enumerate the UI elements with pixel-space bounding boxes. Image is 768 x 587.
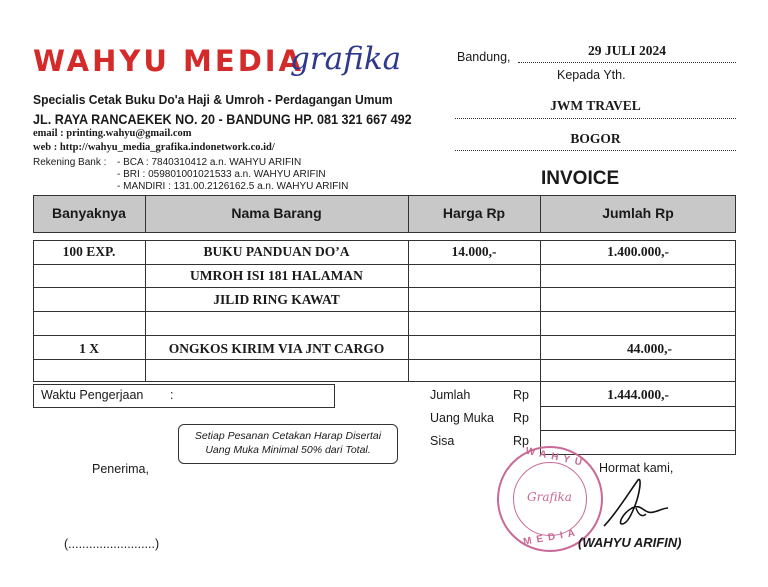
company-web: web : http://wahyu_media_grafika.indonetwork.co.id/	[33, 142, 275, 153]
company-email: email : printing.wahyu@gmail.com	[33, 128, 192, 139]
bank-line: - BRI : 059801001021533 a.n. WAHYU ARIFIN	[117, 169, 326, 180]
table-cell-qty: 100 EXP.	[62, 244, 116, 259]
bank-line: - MANDIRI : 131.00.2126162.5 a.n. WAHYU ARIFIN	[117, 181, 349, 192]
table-cell-qty: 1 X	[79, 341, 99, 356]
recipient-city: BOGOR	[570, 131, 621, 146]
payment-note-line: Uang Muka Minimal 50% dari Total.	[205, 444, 371, 456]
penerima-label: Penerima,	[92, 462, 149, 476]
table-cell-item: BUKU PANDUAN DO’A	[203, 244, 350, 259]
payment-note	[178, 424, 398, 464]
date-line	[518, 62, 736, 63]
stamp-bottom-text: MEDIA	[522, 527, 581, 548]
stamp-center-text: Grafika	[527, 490, 572, 504]
table-cell-total: 1.400.000,-	[607, 244, 669, 259]
signature-scribble	[592, 474, 682, 534]
payment-note-line: Setiap Pesanan Cetakan Harap Disertai	[194, 430, 382, 442]
table-cell-total: 44.000,-	[627, 341, 672, 356]
signer-name: (WAHYU ARIFIN)	[578, 535, 682, 550]
uang-muka-label: Uang Muka	[430, 411, 494, 425]
penerima-signature-line: (.........................)	[64, 537, 160, 551]
company-tagline: Specialis Cetak Buku Do'a Haji & Umroh - Perdagangan Umum	[33, 92, 393, 107]
jumlah-label: Jumlah	[430, 388, 471, 402]
company-address: JL. RAYA RANCAEKEK NO. 20 - BANDUNG HP. 081 321 667 492	[33, 111, 412, 127]
bank-label: Rekening Bank :	[33, 157, 107, 168]
column-header: Banyaknya	[52, 205, 126, 221]
invoice-title: INVOICE	[541, 168, 620, 189]
city-label: Bandung,	[457, 50, 511, 64]
kepada-label: Kepada Yth.	[557, 68, 626, 82]
waktu-colon: :	[170, 388, 174, 402]
table-cell-item: UMROH ISI 181 HALAMAN	[190, 268, 363, 283]
recipient-city-line	[455, 150, 736, 151]
table-cell-item: ONGKOS KIRIM VIA JNT CARGO	[168, 341, 385, 356]
table-cell-item: JILID RING KAWAT	[213, 292, 340, 307]
company-logo-main: WAHYU MEDIA	[33, 44, 305, 78]
sisa-currency: Rp	[513, 434, 529, 448]
hormat-label: Hormat kami,	[599, 461, 674, 475]
jumlah-value: 1.444.000,-	[607, 387, 669, 402]
column-header: Nama Barang	[231, 205, 322, 221]
uang-muka-currency: Rp	[513, 411, 529, 425]
column-header: Jumlah Rp	[602, 205, 674, 221]
bank-line: - BCA : 7840310412 a.n. WAHYU ARIFIN	[117, 157, 302, 168]
sisa-label: Sisa	[430, 434, 455, 448]
column-header: Harga Rp	[442, 205, 506, 221]
recipient-name: JWM TRAVEL	[550, 98, 641, 113]
invoice-date: 29 JULI 2024	[587, 43, 666, 58]
recipient-line	[455, 118, 736, 119]
jumlah-currency: Rp	[513, 388, 529, 402]
stamp-top-text: WAHYU	[524, 445, 588, 470]
company-logo-sub: grafika	[290, 41, 402, 77]
table-cell-price: 14.000,-	[451, 244, 497, 259]
waktu-label: Waktu Pengerjaan	[41, 388, 144, 402]
